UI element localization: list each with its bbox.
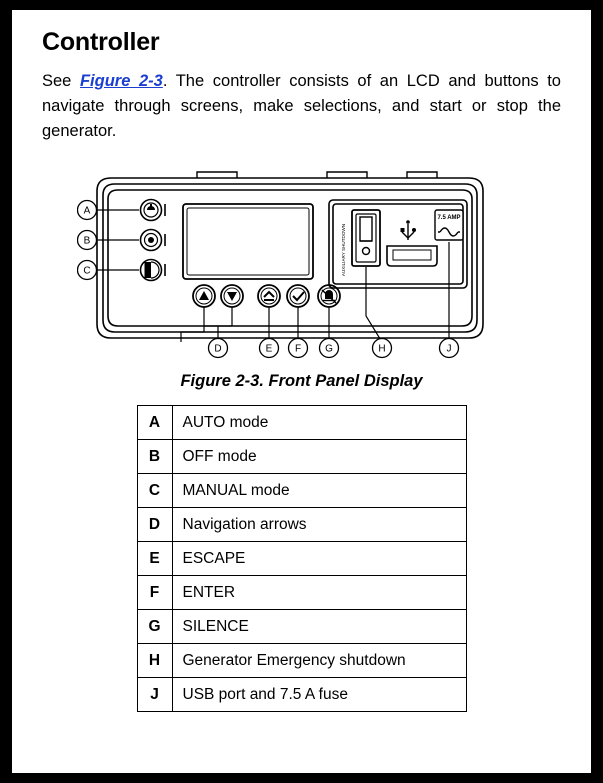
callout-g: G	[324, 343, 333, 355]
enter-check-icon[interactable]	[287, 285, 309, 307]
legend-key: C	[137, 474, 172, 508]
callout-c: C	[82, 265, 91, 277]
legend-desc: USB port and 7.5 A fuse	[172, 678, 466, 712]
legend-key: G	[137, 610, 172, 644]
table-row	[137, 508, 466, 542]
callout-e: E	[265, 343, 272, 355]
legend-desc: ESCAPE	[172, 542, 466, 576]
legend-desc: OFF mode	[172, 440, 466, 474]
legend-table	[137, 405, 467, 712]
off-mode-icon[interactable]	[140, 230, 165, 251]
table-row	[137, 576, 466, 610]
legend-key: F	[137, 576, 172, 610]
fuse-icon	[435, 210, 463, 240]
table-row	[137, 542, 466, 576]
table-row	[137, 610, 466, 644]
callout-d: D	[213, 343, 222, 355]
legend-desc: Generator Emergency shutdown	[172, 644, 466, 678]
mode-indicators	[140, 200, 165, 281]
usb-icon[interactable]	[400, 220, 416, 240]
legend-key: H	[137, 644, 172, 678]
table-row	[137, 440, 466, 474]
table-row	[137, 678, 466, 712]
button-row	[193, 285, 340, 307]
page-title: Controller	[42, 28, 160, 56]
escape-icon[interactable]	[258, 285, 280, 307]
auxiliary-shutdown-label: AUXILIARY SHUTDOWN	[340, 223, 346, 277]
legend-desc: SILENCE	[172, 610, 466, 644]
figure-2-3-link[interactable]: Figure 2-3	[79, 72, 163, 90]
emergency-shutdown-switch[interactable]	[352, 210, 380, 266]
intro-paragraph	[42, 69, 561, 144]
front-panel-figure	[42, 166, 561, 366]
lcd-screen	[183, 204, 313, 279]
callout-a: A	[83, 205, 90, 217]
table-row	[137, 406, 466, 440]
legend-desc: AUTO mode	[172, 406, 466, 440]
legend-desc: MANUAL mode	[172, 474, 466, 508]
arrow-up-icon[interactable]	[193, 285, 215, 307]
callout-h: H	[377, 343, 386, 355]
callout-j: J	[446, 343, 451, 355]
legend-key: A	[137, 406, 172, 440]
legend-desc: Navigation arrows	[172, 508, 466, 542]
table-row	[137, 644, 466, 678]
legend-key: J	[137, 678, 172, 712]
arrow-down-icon[interactable]	[221, 285, 243, 307]
usb-receptacle	[387, 246, 437, 266]
paragraph-suffix: . The controller consists of an LCD and buttons to navigate through screens, make selections, and start or stop the generator.	[42, 72, 561, 140]
legend-key: E	[137, 542, 172, 576]
legend-key: B	[137, 440, 172, 474]
table-row	[137, 474, 466, 508]
legend-key: D	[137, 508, 172, 542]
fuse-rating-label: 7.5 AMP	[436, 215, 461, 221]
manual-mode-icon[interactable]	[140, 260, 165, 281]
front-panel-illustration	[77, 166, 527, 366]
callout-b: B	[83, 235, 90, 247]
callout-f: F	[294, 343, 301, 355]
figure-caption: Figure 2-3. Front Panel Display	[180, 372, 423, 390]
legend-table-body	[137, 406, 466, 712]
auto-mode-icon[interactable]	[140, 200, 165, 221]
document-page	[12, 10, 591, 773]
paragraph-prefix: See	[42, 72, 80, 90]
legend-desc: ENTER	[172, 576, 466, 610]
document-content	[12, 10, 591, 712]
